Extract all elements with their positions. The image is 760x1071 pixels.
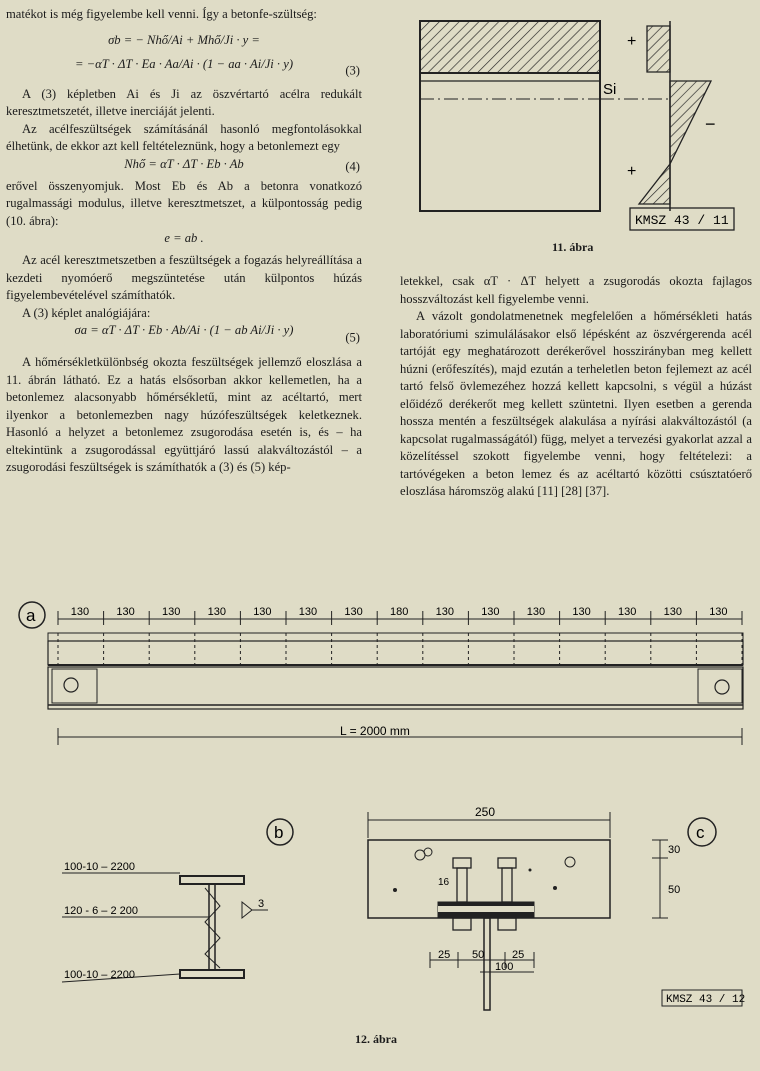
spacing-label: 130	[618, 606, 637, 618]
stress-diagram	[600, 21, 711, 211]
label-a	[19, 602, 45, 628]
spacing-label: 130	[116, 606, 135, 618]
right-column	[400, 273, 752, 501]
dim-16: 16	[438, 877, 450, 888]
paragraph: Az acél keresztmetszetben a feszültségek a fogazás helyreállítása a kezdeti nyomóerő megszüntetése után külpontos húzás figyelembevételével számíthatók.	[6, 253, 362, 302]
figure-12-caption: 12. ábra	[355, 1032, 397, 1046]
paragraph: A hőmérsékletkülönbség okozta feszültségek jellemző eloszlása a 11. ábrán látható. Ez a hatás elsősorban akkor kellemetlen, ha a betonlemez alacsonyabb hőmérsékletű, mint az acéltartó, mert ilyenkor a betonlemezben nagy húzófeszültségek keletkeznek. Hasonló a helyzet a betonlemez zsugorodása esetén is, és – ha eltekintünk a zsugorodással együttjáró lassú alakváltozástól – a zsugorodási feszültségek is számíthatók a (3) és (5) kép-	[6, 355, 362, 474]
web-label: 120 - 6 – 2 200	[64, 905, 139, 917]
minus-label: −	[705, 114, 716, 134]
i-beam-section	[180, 876, 268, 978]
width-label: 250	[475, 805, 496, 819]
label-b-text: b	[274, 823, 284, 842]
weld-label: 3	[258, 898, 265, 910]
equation-e	[6, 230, 362, 252]
paragraph: Az acélfeszültségek számításánál hasonló megfontolásokkal élhetünk, de ekkor azt kell feltételeznünk, hogy a betonlemezt egy	[6, 121, 362, 153]
spacing-label: 130	[344, 606, 363, 618]
figure-11	[415, 6, 755, 256]
equation-number: (4)	[345, 158, 360, 173]
paragraph: matékot is még figyelembe kell venni. Így a betonfe-szültség:	[6, 7, 317, 21]
figure-12b	[0, 810, 330, 1000]
equation-text: = −αT · ΔT · Ea · Aa/Ai · (1 − aa · Ai/Ji · y)	[74, 56, 294, 71]
spacing-label: 130	[709, 606, 728, 618]
length-label: L = 2000 mm	[340, 724, 410, 738]
label-c-text: c	[696, 823, 705, 842]
length-dimension	[58, 724, 742, 745]
dim-50-bottom: 50	[472, 949, 485, 961]
plus-label: +	[627, 33, 637, 50]
bottom-dimensions	[430, 949, 534, 973]
equation-number: (3)	[345, 62, 360, 77]
spacing-label: 130	[298, 606, 318, 618]
equation-5	[6, 322, 362, 354]
equation-text: σb = − Nhő/Ai + Mhő/Ji · y =	[108, 32, 260, 47]
equation-number: (5)	[345, 330, 360, 345]
spacing-label: 130	[572, 606, 591, 618]
spacing-label: 130	[526, 606, 546, 618]
dim-50: 50	[668, 884, 681, 896]
equation-text: σa = αT · ΔT · Eb · Ab/Ai · (1 − ab Ai/Ji · y)	[74, 323, 294, 337]
paragraph: A (3) képlet analógiájára:	[22, 305, 151, 320]
paragraph: A vázolt gondolatmenetnek megfelelően a hőmérsékleti hatás laboratóriumi szimulálásakor első lépésként az öszvérgerenda acél tartóját egy meghatározott derékerővel hosszirányban meg kellett húzni (erőfeszítés), majd ezután a terheletlen beton fejlemezt az acél tartó felső övlemezéhez hozzá kellett kapcsolni, s végül a húzást előidéző derékerőt meg kellett szüntetni. Ilyen esetben a gerenda hossza mentén a feszültségek alakulása a nyírási alakváltozástól (a kapcsolat rugalmasságától) függ, melyet a tervezési gyakorlat azzal a közelítéssel szokott figyelembe venni, hogy feltételezi: a tartóvégeken a beton lemez és az acéltartó közötti csúsztatóerő eloszlása háromszög alakú [11] [28] [37].	[400, 309, 752, 498]
left-column	[6, 6, 362, 477]
spacing-label: 130	[70, 606, 90, 618]
bottom-plate-label: 100-10 – 2200	[64, 969, 135, 981]
equation-sigma-b	[6, 32, 362, 56]
figure-11-caption: 11. ábra	[552, 240, 594, 254]
width-dimension	[368, 805, 610, 838]
s-label: Si	[603, 81, 617, 98]
spacing-dimension-line	[58, 606, 742, 625]
spacing-label: 130	[253, 606, 272, 618]
figure-tag: KMSZ 43 / 12	[666, 994, 746, 1006]
paragraph: letekkel, csak αT · ΔT helyett a zsugorodás okozta fajlagos hosszváltozást kell figyelembe venni.	[400, 274, 752, 306]
label-a-text: a	[26, 606, 36, 625]
dim-30: 30	[668, 844, 681, 856]
beam-elevation	[48, 633, 743, 709]
equation-text: Nhő = αT · ΔT · Eb · Ab	[124, 156, 244, 171]
spacing-label: 130	[481, 606, 500, 618]
beam-section	[420, 21, 600, 211]
figure-12c	[340, 800, 760, 1015]
label-c	[688, 818, 716, 846]
figure-12a	[0, 595, 760, 765]
figure-tag: KMSZ 43 / 11	[635, 213, 729, 228]
equation-3	[6, 56, 362, 86]
label-b	[267, 819, 293, 845]
spacing-label: 130	[207, 606, 226, 618]
paragraph: A (3) képletben Ai és Ji az öszvértartó acélra redukált keresztmetszetét, illetve inerciáját jelenti.	[6, 86, 362, 118]
equation-text: e = ab .	[164, 231, 204, 245]
spacing-label: 130	[435, 606, 454, 618]
spacing-label: 130	[162, 606, 181, 618]
spacing-label: 130	[663, 606, 682, 618]
equation-4	[6, 156, 362, 178]
dim-25-left: 25	[438, 949, 451, 961]
spacing-label: 180	[390, 606, 409, 618]
studs-and-flange	[438, 858, 534, 1010]
top-plate-label: 100-10 – 2200	[64, 861, 135, 873]
plus-label: +	[627, 163, 637, 180]
dim-25-right: 25	[512, 949, 525, 961]
dim-100: 100	[495, 961, 514, 973]
paragraph: erővel összenyomjuk. Most Eb és Ab a betonra vonatkozó rugalmassági modulus, illetve keresztmetszet, a külpontosság pedig (10. ábra):	[6, 178, 362, 228]
